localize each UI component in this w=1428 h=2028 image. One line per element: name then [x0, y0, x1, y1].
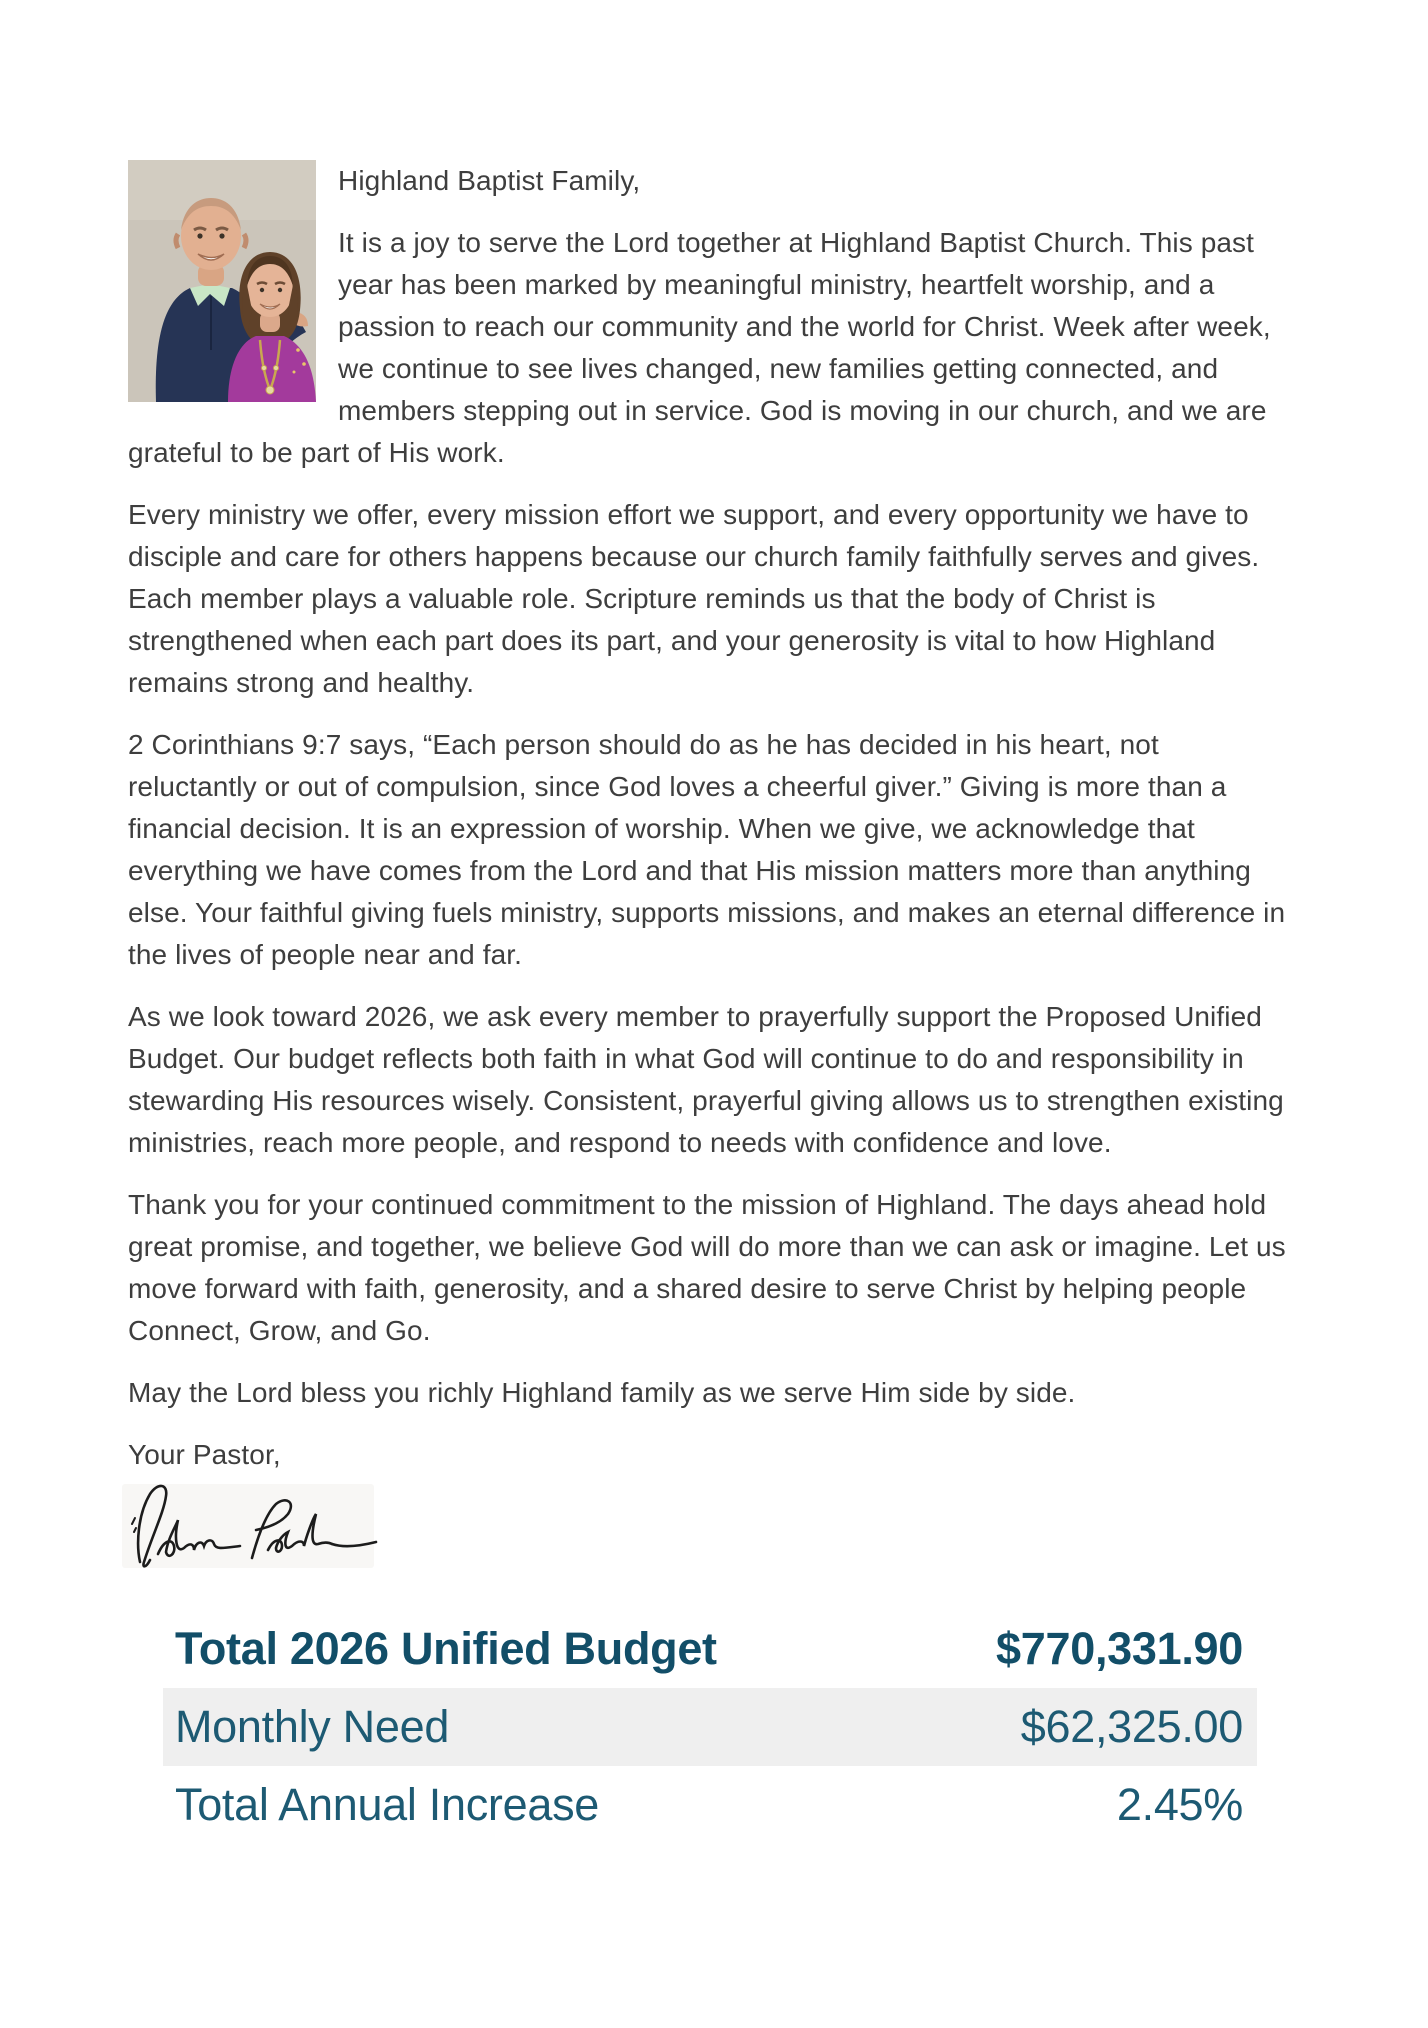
greeting: Highland Baptist Family, — [338, 165, 641, 196]
pastor-family-photo — [128, 160, 316, 402]
paragraph: Thank you for your continued commitment to the mission of Highland. The days ahead hold great promise, and together, we believe God will do more than we can ask or imagine. Let us move forward with faith, generosity, and a shared desire to serve Christ by helping people Connect, Grow, and Go. — [128, 1189, 1286, 1346]
budget-row-total — [163, 1610, 1257, 1688]
letter-body — [128, 160, 1293, 1844]
budget-row-value: $770,331.90 — [996, 1623, 1243, 1674]
budget-row-label: Total Annual Increase — [175, 1779, 599, 1830]
budget-row-value: 2.45% — [1116, 1779, 1243, 1830]
pastor-signature — [128, 1480, 388, 1572]
budget-row-monthly — [163, 1688, 1257, 1766]
closing-line: Your Pastor, — [128, 1439, 281, 1470]
paragraph: As we look toward 2026, we ask every member to prayerfully support the Proposed Unified Budget. Our budget reflects both faith in what God will continue to do and responsibility in stewarding His resources wisely. Consistent, prayerful giving allows us to strengthen existing ministries, reach more people, and respond to needs with confidence and love. — [128, 1001, 1284, 1158]
paragraph: May the Lord bless you richly Highland family as we serve Him side by side. — [128, 1377, 1076, 1408]
paragraph: 2 Corinthians 9:7 says, “Each person should do as he has decided in his heart, not reluctantly or out of compulsion, since God loves a cheerful giver.” Giving is more than a financial decision. It is an expression of worship. When we give, we acknowledge that everything we have comes from the Lord and that His mission matters more than anything else. Your faithful giving fuels ministry, supports missions, and makes an eternal difference in the lives of people near and far. — [128, 729, 1286, 970]
paragraph: It is a joy to serve the Lord together at Highland Baptist Church. This past year has been marked by meaningful ministry, heartfelt worship, and a passion to reach our community and the world for Christ. Week after week, we continue to see lives changed, new families getting connected, and members stepping out in service. God is moving in our church, and we are grateful to be part of His work. — [128, 227, 1271, 468]
budget-row-label: Total 2026 Unified Budget — [175, 1623, 717, 1674]
budget-row-value: $62,325.00 — [1020, 1701, 1243, 1752]
paragraph: Every ministry we offer, every mission effort we support, and every opportunity we have to disciple and care for others happens because our church family faithfully serves and gives. Each member plays a valuable role. Scripture reminds us that the body of Christ is strengthened when each part does its part, and your generosity is vital to how Highland remains strong and healthy. — [128, 499, 1260, 698]
budget-row-increase — [163, 1766, 1257, 1844]
budget-row-label: Monthly Need — [175, 1701, 450, 1752]
budget-table — [163, 1610, 1257, 1844]
